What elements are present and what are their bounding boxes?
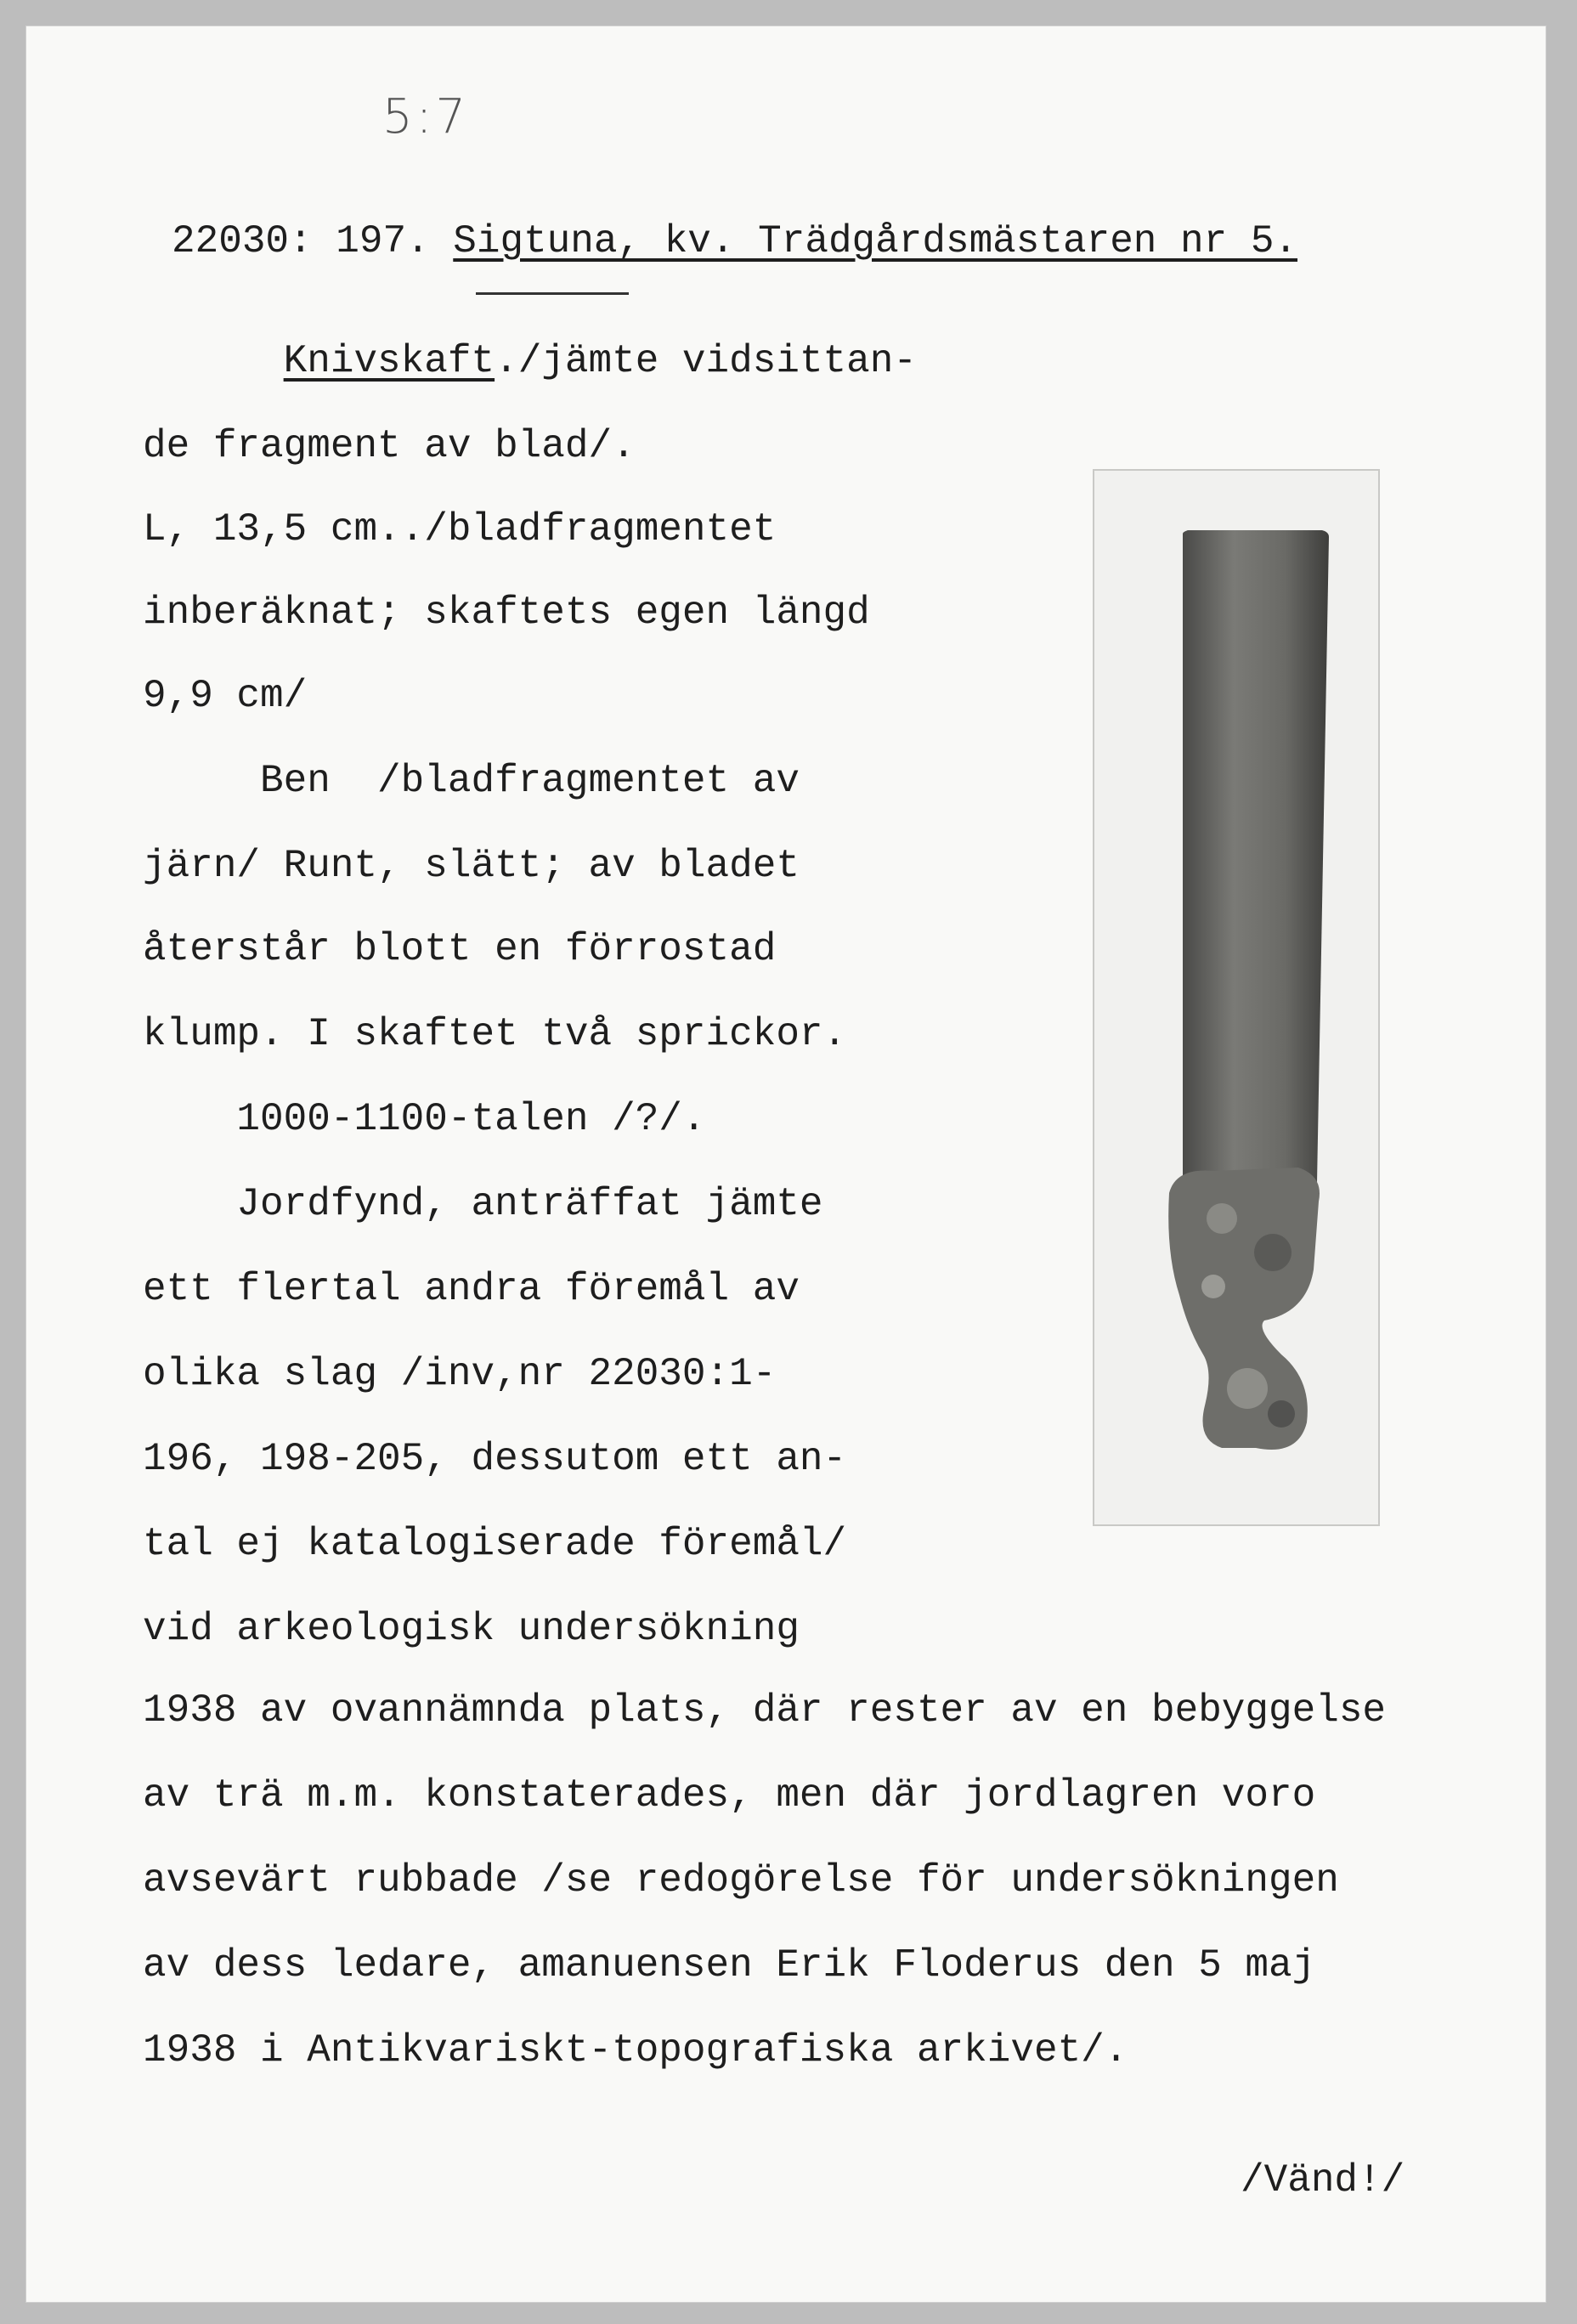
- line-text: tal ej katalogiserade föremål/: [143, 1522, 847, 1566]
- text-line: [143, 1269, 800, 1309]
- line-text: klump. I skaftet två sprickor.: [143, 1012, 847, 1056]
- text-line: [143, 1182, 823, 1226]
- line-indent: [143, 339, 284, 383]
- text-line: [143, 1688, 1387, 1733]
- turn-over-note: /Vänd!/: [1241, 2158, 1405, 2202]
- text-line: [143, 1607, 800, 1651]
- card-heading: [172, 219, 1297, 263]
- line-text: av trä m.m. konstaterades, men där jordlagren voro: [143, 1773, 1316, 1818]
- text-line: [143, 1522, 847, 1566]
- find-place: Sigtuna, kv. Trädgårdsmästaren nr 5.: [453, 219, 1298, 263]
- line-text: 1938 i Antikvariskt-topografiska arkivet/.: [143, 2028, 1128, 2072]
- line-text: järn/ Runt, slätt; av bladet: [143, 844, 800, 888]
- knife-handle-image: [1094, 471, 1378, 1524]
- text-line: [143, 674, 308, 718]
- text-line: [143, 507, 777, 551]
- line-text: återstår blott en förrostad: [143, 927, 777, 971]
- object-photo: [1093, 469, 1380, 1526]
- line-text: olika slag /inv,nr 22030:1-: [143, 1352, 777, 1396]
- heading-rule: [476, 292, 629, 295]
- line-text: ./jämte vidsittan-: [495, 339, 917, 383]
- line-text: 1938 av ovannämnda plats, där rester av en bebyggelse: [143, 1688, 1387, 1733]
- corner-mark: 5:7: [382, 89, 470, 144]
- text-line: [143, 591, 870, 635]
- line-text: de fragment av blad/.: [143, 424, 636, 468]
- line-indent: [143, 759, 260, 803]
- line-text: ett flertal andra föremål av: [143, 1267, 800, 1311]
- line-text: 9,9 cm/: [143, 674, 308, 718]
- text-line: [143, 844, 800, 888]
- text-line: [143, 339, 917, 383]
- text-line: [143, 1773, 1316, 1818]
- text-line: [143, 1439, 846, 1479]
- text-line: [143, 2028, 1128, 2072]
- text-line: [143, 759, 800, 803]
- line-text: vid arkeologisk undersökning: [143, 1607, 800, 1651]
- text-line: [143, 424, 636, 468]
- line-text: Ben /bladfragmentet av: [260, 759, 800, 803]
- object-title: Knivskaft: [283, 339, 495, 383]
- inventory-number: 22030: 197.: [172, 219, 454, 263]
- text-line: [143, 927, 777, 971]
- line-indent: [143, 1182, 236, 1226]
- line-text: 196, 198-205, dessutom ett an-: [143, 1437, 847, 1481]
- line-text: 1000-1100-talen /?/.: [236, 1097, 706, 1141]
- text-line: [143, 1012, 847, 1056]
- line-indent: [143, 1097, 236, 1141]
- line-text: inberäknat; skaftets egen längd: [143, 591, 870, 635]
- text-line: [143, 1858, 1339, 1903]
- text-line: [143, 1943, 1316, 1988]
- line-text: Jordfynd, anträffat jämte: [236, 1182, 823, 1226]
- line-text: L, 13,5 cm../bladfragmentet: [143, 507, 777, 551]
- text-line: [143, 1097, 706, 1141]
- line-text: avsevärt rubbade /se redogörelse för undersökningen: [143, 1858, 1339, 1903]
- line-text: av dess ledare, amanuensen Erik Floderus den 5 maj: [143, 1943, 1316, 1988]
- catalog-card: [25, 25, 1546, 2303]
- text-line: [143, 1354, 776, 1394]
